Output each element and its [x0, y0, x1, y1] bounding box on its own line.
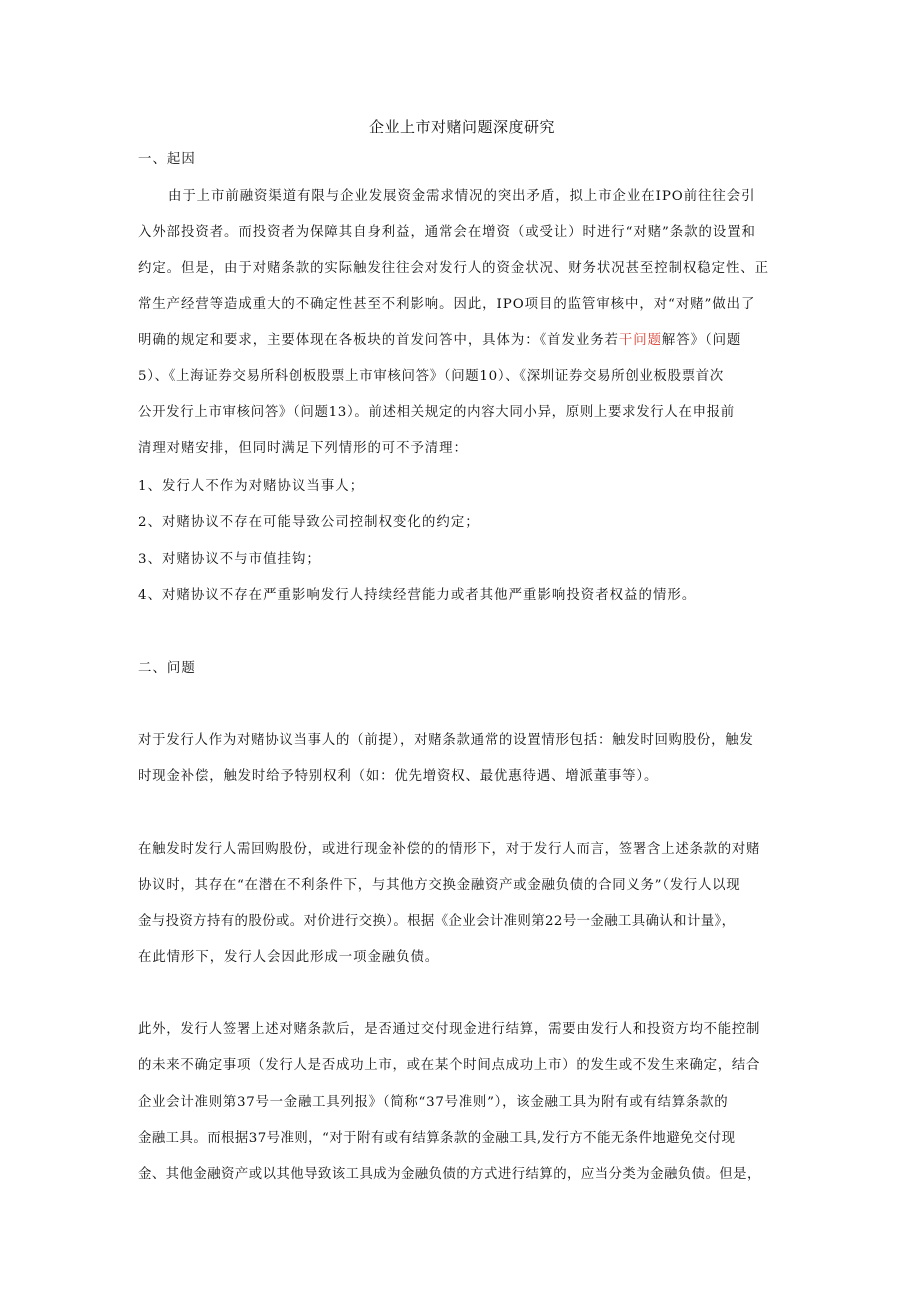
paragraph-line: 公开发行上市审核问答》（问题13）。前述相关规定的内容大同小异，原则上要求发行人在申报前	[138, 405, 735, 420]
paragraph-line: 在触发时发行人需回购股份，或进行现金补偿的的情形下，对于发行人而言，签署含上述条款的对赌	[138, 842, 761, 857]
text-span: 明确的规定和要求，主要体现在各板块的首发问答中，具体为：《首发业务若	[138, 333, 619, 348]
paragraph-line: 金、其他金融资产或以其他导致该工具成为金融负债的方式进行结算的，应当分类为金融负债。但是，	[138, 1167, 761, 1182]
section-heading-problem: 二、问题	[138, 661, 196, 676]
paragraph-line: 金与投资方持有的股份或。对价进行交换）。根据《企业会计准则第22号一金融工具确认和计量》，	[138, 914, 736, 929]
text-span: 解答》（问题	[661, 333, 742, 348]
paragraph-line: 时现金补偿，触发时给予特别权利（如：优先增资权、最优惠待遇、增派董事等）。	[138, 769, 659, 784]
document-title: 企业上市对赌问题深度研究	[368, 118, 555, 136]
paragraph-line: 协议时，其存在“在潜在不利条件下，与其他方交换金融资产或金融负债的合同义务”（发行人以现	[138, 878, 741, 893]
paragraph-line: 此外，发行人签署上述对赌条款后，是否通过交付现金进行结算，需要由发行人和投资方均不能控制	[138, 1022, 761, 1037]
paragraph-line: 金融工具。而根据37号准则，“对于附有或有结算条款的金融工具,发行方不能无条件地避免交付现	[138, 1131, 736, 1146]
highlighted-text: 干问题	[618, 333, 662, 348]
paragraph-line: 的未来不确定事项（发行人是否成功上市，或在某个时间点成功上市）的发生或不发生来确定，结合	[138, 1058, 761, 1073]
paragraph-line: 5）、《上海证券交易所科创板股票上市审核问答》（问题10）、《深圳证券交易所创业板股票首次	[138, 369, 724, 384]
paragraph-line: 约定。但是，由于对赌条款的实际触发往往会对发行人的资金状况、财务状况甚至控制权稳定性、正	[138, 261, 769, 276]
paragraph-line: 由于上市前融资渠道有限与企业发展资金需求情况的突出矛盾，拟上市企业在IPO前往往会引	[168, 189, 756, 204]
list-item: 1、发行人不作为对赌协议当事人；	[138, 479, 365, 494]
paragraph-line: 对于发行人作为对赌协议当事人的（前提），对赌条款通常的设置情形包括：触发时回购股份，触发	[138, 733, 754, 748]
section-heading-cause: 一、起因	[138, 152, 196, 167]
paragraph-line: 清理对赌安排，但同时满足下列情形的可不予清理：	[138, 441, 468, 456]
paragraph-line: 常生产经营等造成重大的不确定性甚至不利影响。因此，IPO项目的监管审核中，对“对赌”做出了	[138, 297, 756, 312]
paragraph-line: 在此情形下，发行人会因此形成一项金融负债。	[138, 950, 440, 965]
paragraph-line: 入外部投资者。而投资者为保障其自身利益，通常会在增资（或受让）时进行“对赌”条款的设置和	[138, 225, 756, 240]
list-item: 2、对赌协议不存在可能导致公司控制权变化的约定；	[138, 515, 480, 530]
list-item: 3、对赌协议不与市值挂钩；	[138, 552, 321, 567]
paragraph-line	[138, 331, 741, 351]
list-item: 4、对赌协议不存在严重影响发行人持续经营能力或者其他严重影响投资者权益的情形。	[138, 588, 697, 603]
paragraph-line: 企业会计准则第37号一金融工具列报》（简称“37号准则”），该金融工具为附有或有结算条款的	[138, 1095, 729, 1110]
